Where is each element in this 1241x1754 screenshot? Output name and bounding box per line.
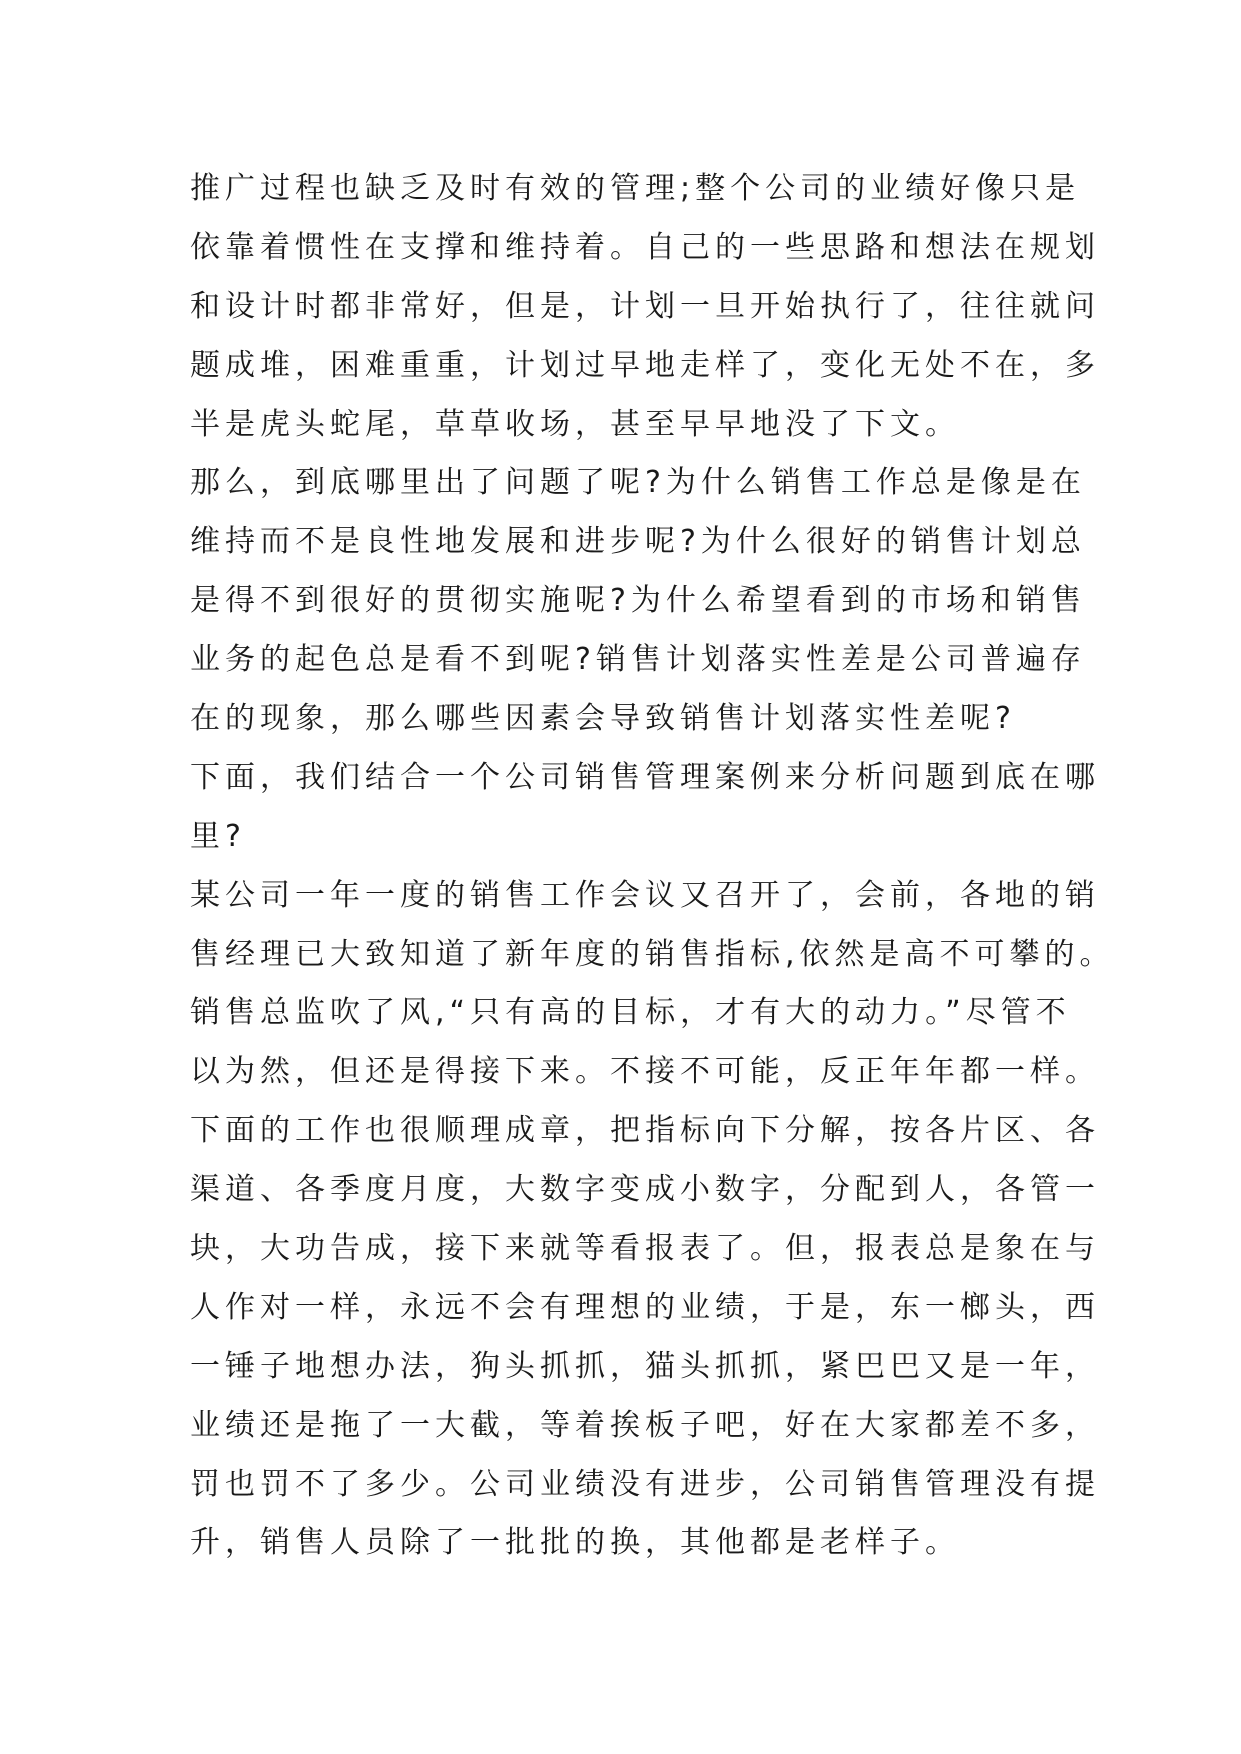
text-line: 维持而不是良性地发展和进步呢?为什么很好的销售计划总 — [190, 524, 1086, 560]
text-line: 题成堆，困难重重，计划过早地走样了，变化无处不在，多 — [190, 347, 1100, 383]
text-line: 某公司一年一度的销售工作会议又召开了，会前，各地的销 — [190, 877, 1100, 913]
text-line: 升，销售人员除了一批批的换，其他都是老样子。 — [190, 1525, 960, 1561]
text-line: 里? — [190, 818, 246, 854]
text-line: 以为然，但还是得接下来。不接不可能，反正年年都一样。 — [190, 1054, 1100, 1090]
text-line: 和设计时都非常好，但是，计划一旦开始执行了，往往就问 — [190, 288, 1100, 324]
text-line: 是得不到很好的贯彻实施呢?为什么希望看到的市场和销售 — [190, 583, 1086, 619]
text-line: 依靠着惯性在支撑和维持着。自己的一些思路和想法在规划 — [190, 229, 1100, 265]
text-line: 半是虎头蛇尾，草草收场，甚至早早地没了下文。 — [190, 406, 960, 442]
text-line: 一锤子地想办法，狗头抓抓，猫头抓抓，紧巴巴又是一年， — [190, 1348, 1100, 1384]
text-line: 下面，我们结合一个公司销售管理案例来分析问题到底在哪 — [190, 759, 1100, 795]
text-line: 售经理已大致知道了新年度的销售指标,依然是高不可攀的。 — [190, 936, 1115, 972]
text-line: 下面的工作也很顺理成章，把指标向下分解，按各片区、各 — [190, 1113, 1100, 1149]
text-line: 业绩还是拖了一大截，等着挨板子吧，好在大家都差不多， — [190, 1407, 1100, 1443]
text-line: 销售总监吹了风,“只有高的目标，才有大的动力。”尽管不 — [190, 995, 1071, 1031]
body-text — [190, 160, 1115, 1573]
text-line: 业务的起色总是看不到呢?销售计划落实性差是公司普遍存 — [190, 642, 1086, 678]
text-line: 在的现象，那么哪些因素会导致销售计划落实性差呢? — [190, 701, 1016, 737]
text-line: 推广过程也缺乏及时有效的管理;整个公司的业绩好像只是 — [190, 171, 1081, 206]
text-line: 渠道、各季度月度，大数字变成小数字，分配到人，各管一 — [190, 1172, 1100, 1208]
text-line: 罚也罚不了多少。公司业绩没有进步，公司销售管理没有提 — [190, 1466, 1100, 1502]
text-line: 人作对一样，永远不会有理想的业绩，于是，东一榔头，西 — [190, 1289, 1100, 1325]
text-line: 块，大功告成，接下来就等看报表了。但，报表总是象在与 — [190, 1231, 1100, 1267]
text-line: 那么，到底哪里出了问题了呢?为什么销售工作总是像是在 — [190, 465, 1086, 501]
